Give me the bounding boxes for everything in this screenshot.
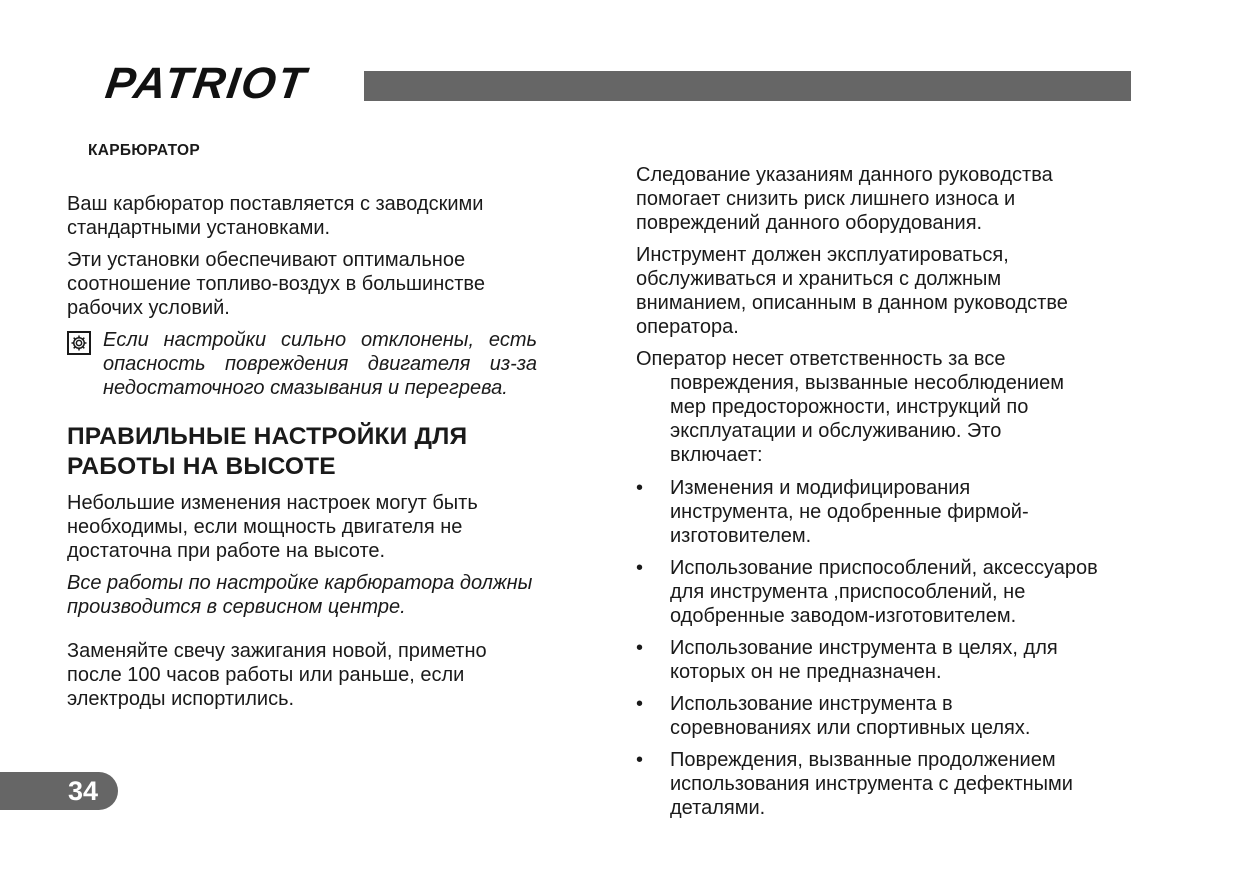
list-item-text: Изменения и модифицирования инструмента, не одобренные фирмой- изготовителем. bbox=[670, 477, 1029, 547]
caution-note bbox=[67, 328, 537, 400]
caution-note-text: Если настройки сильно отклонены, есть опасность повреждения двигателя из-за недостаточного смазывания и перегрева. bbox=[103, 329, 537, 399]
brand-logo: PATRIOT bbox=[102, 59, 311, 108]
left-paragraph-1: Ваш карбюратор поставляется с заводскими стандартными установками. bbox=[67, 193, 484, 239]
list-item bbox=[636, 748, 1098, 820]
page-number-tab bbox=[0, 772, 118, 810]
left-column bbox=[67, 192, 537, 711]
section-heading: ПРАВИЛЬНЫЕ НАСТРОЙКИ ДЛЯ РАБОТЫ НА ВЫСОТЕ bbox=[67, 423, 468, 480]
right-paragraph-2: Инструмент должен эксплуатироваться, обслуживаться и храниться с должным вниманием, описанным в данном руководстве оператора. bbox=[636, 244, 1068, 338]
list-item-text: Использование приспособлений, аксессуаров для инструмента ,приспособлений, не одобренные заводом-изготовителем. bbox=[670, 557, 1098, 627]
liability-list bbox=[636, 476, 1098, 820]
right-paragraph-3: Оператор несет ответственность за все повреждения, вызванные несоблюдением мер предосторожности, инструкций по эксплуатации и обслуживанию. Это включает: bbox=[636, 348, 1064, 466]
header-bar bbox=[364, 71, 1131, 101]
bullet-marker: • bbox=[636, 557, 644, 579]
list-item bbox=[636, 476, 1098, 548]
list-item bbox=[636, 556, 1098, 628]
left-paragraph-3: Небольшие изменения настроек могут быть необходимы, если мощность двигателя не достаточна при работе на высоте. bbox=[67, 492, 478, 562]
list-item-text: Использование инструмента в целях, для которых он не предназначен. bbox=[670, 637, 1058, 683]
list-item-text: Повреждения, вызванные продолжением использования инструмента с дефектными деталями. bbox=[670, 749, 1073, 819]
section-label: КАРБЮРАТОР bbox=[88, 142, 200, 159]
list-item bbox=[636, 636, 1098, 684]
gear-icon bbox=[67, 331, 91, 355]
bullet-marker: • bbox=[636, 749, 644, 771]
right-paragraph-1: Следование указаниям данного руководства помогает снизить риск лишнего износа и повреждений данного оборудования. bbox=[636, 164, 1053, 234]
right-column bbox=[636, 163, 1098, 828]
page-number: 34 bbox=[68, 776, 99, 806]
bullet-marker: • bbox=[636, 477, 644, 499]
list-item-text: Использование инструмента в соревнованиях или спортивных целях. bbox=[670, 693, 1031, 739]
list-item bbox=[636, 692, 1098, 740]
bullet-marker: • bbox=[636, 637, 644, 659]
left-paragraph-5: Заменяйте свечу зажигания новой, приметно после 100 часов работы или раньше, если электроды испортились. bbox=[67, 640, 487, 710]
left-paragraph-2: Эти установки обеспечивают оптимальное соотношение топливо-воздух в большинстве рабочих условий. bbox=[67, 249, 485, 319]
bullet-marker: • bbox=[636, 693, 644, 715]
left-paragraph-4: Все работы по настройке карбюратора должны производится в сервисном центре. bbox=[67, 572, 533, 618]
